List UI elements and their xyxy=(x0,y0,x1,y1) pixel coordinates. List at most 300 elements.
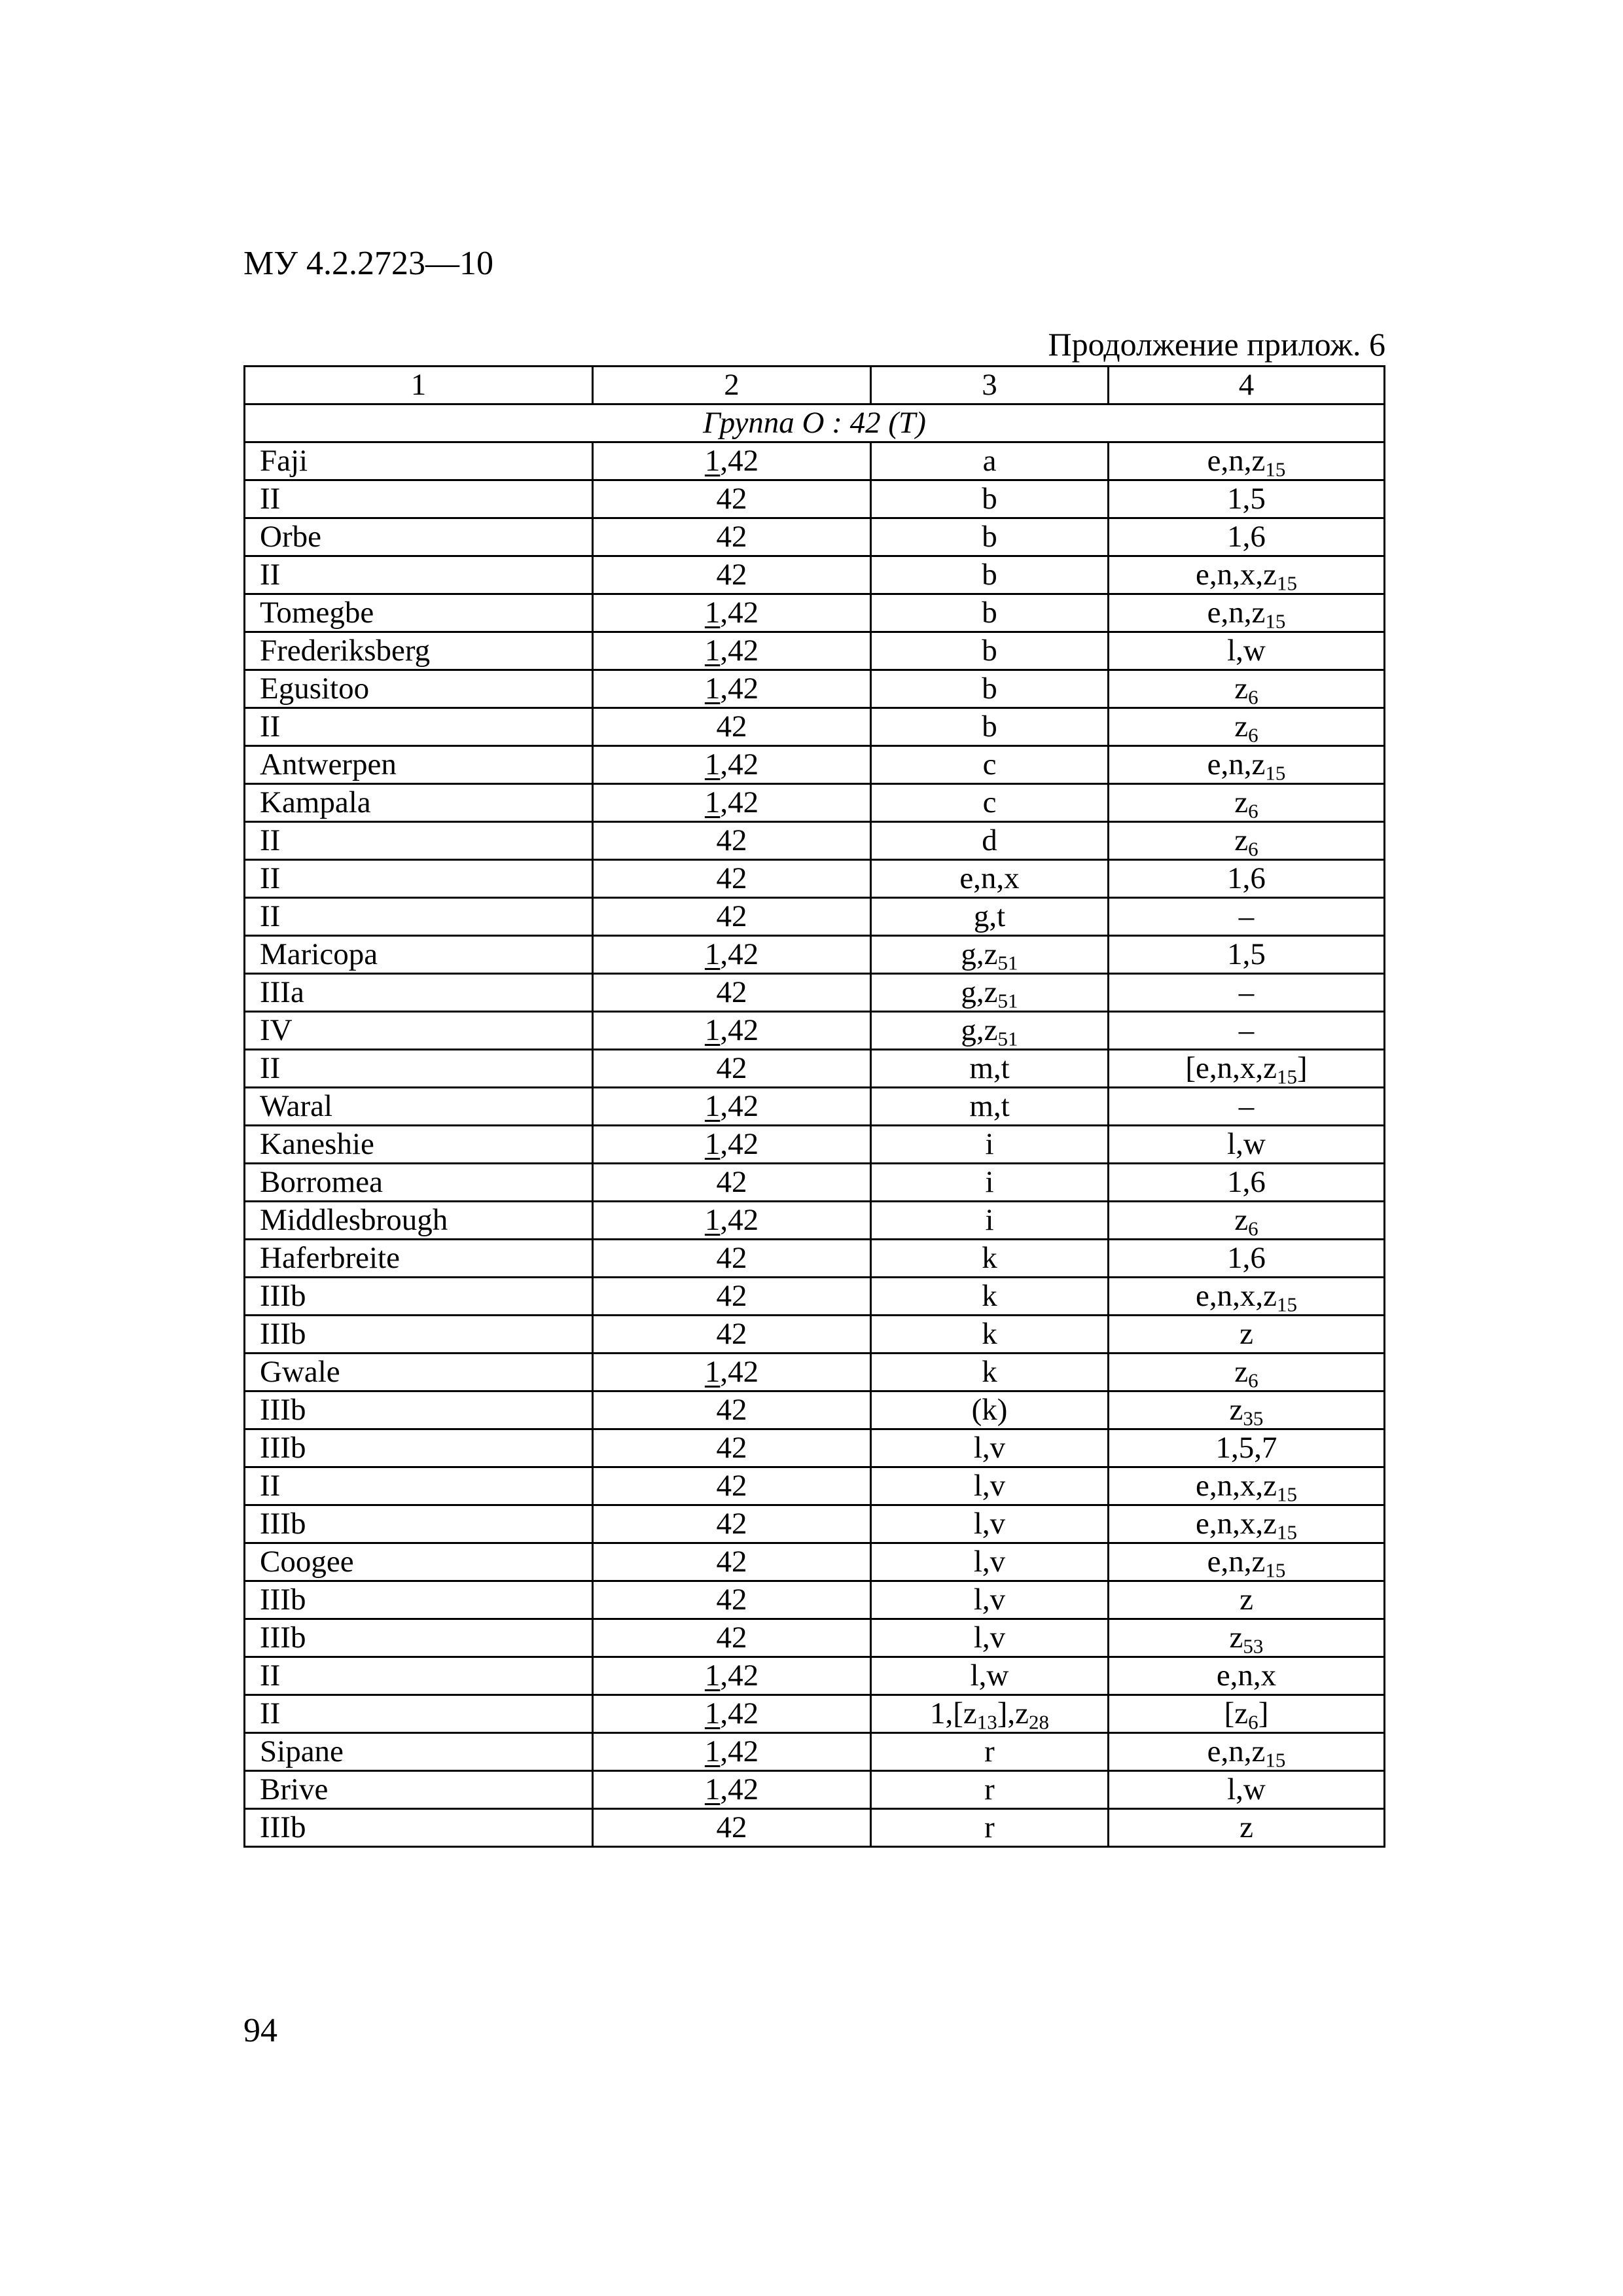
o-antigen-cell xyxy=(593,708,871,746)
o-antigen-underlined-factor: 1 xyxy=(704,672,721,706)
o-antigen-cell xyxy=(593,936,871,974)
serovar-name-cell: IIIb xyxy=(245,1809,593,1847)
h1-subscript: 51 xyxy=(997,1027,1018,1050)
table-row xyxy=(245,518,1385,556)
h-antigen-phase2-cell xyxy=(1109,1354,1385,1391)
h1-text: l,v xyxy=(973,1431,1006,1465)
h-antigen-phase2-cell xyxy=(1109,1695,1385,1733)
serovar-name-cell: Coogee xyxy=(245,1543,593,1581)
h-antigen-phase1-cell xyxy=(871,898,1109,936)
o-antigen-text: ,42 xyxy=(720,672,759,706)
h2-subscript: 53 xyxy=(1243,1634,1264,1657)
table-row xyxy=(245,480,1385,518)
group-title: Группа O : 42 (T) xyxy=(245,404,1385,442)
column-number-4: 4 xyxy=(1109,367,1385,404)
o-antigen-text: ,42 xyxy=(720,937,759,971)
o-antigen-underlined-factor: 1 xyxy=(704,1659,721,1693)
o-antigen-underlined-factor: 1 xyxy=(704,1203,721,1237)
table-row xyxy=(245,1467,1385,1505)
h1-text: l,v xyxy=(973,1583,1006,1617)
o-antigen-underlined-factor: 1 xyxy=(704,1355,721,1389)
h2-text: 1,6 xyxy=(1227,1241,1266,1275)
h2-subscript: 15 xyxy=(1276,571,1297,594)
h2-text: z xyxy=(1234,1203,1249,1237)
h-antigen-phase2-cell xyxy=(1109,1050,1385,1088)
h-antigen-phase1-cell xyxy=(871,518,1109,556)
o-antigen-cell xyxy=(593,1809,871,1847)
o-antigen-cell xyxy=(593,1771,871,1809)
h2-text: – xyxy=(1238,975,1255,1009)
group-title-row xyxy=(245,404,1385,442)
h2-text: z xyxy=(1234,785,1249,819)
serovar-name-cell: IV xyxy=(245,1012,593,1050)
o-antigen-text: 42 xyxy=(716,899,747,933)
serovar-name-cell: IIIb xyxy=(245,1505,593,1543)
h2-subscript: 15 xyxy=(1265,609,1286,632)
table-row xyxy=(245,1164,1385,1202)
o-antigen-text: ,42 xyxy=(720,596,759,630)
h-antigen-phase1-cell xyxy=(871,670,1109,708)
h-antigen-phase1-cell xyxy=(871,784,1109,822)
table-row xyxy=(245,1581,1385,1619)
h2-subscript: 6 xyxy=(1248,837,1258,860)
h-antigen-phase2-cell xyxy=(1109,1657,1385,1695)
h-antigen-phase2-cell xyxy=(1109,594,1385,632)
h2-text: e,n,x,z xyxy=(1196,1507,1277,1541)
table-row xyxy=(245,1543,1385,1581)
table-row xyxy=(245,442,1385,480)
o-antigen-underlined-factor: 1 xyxy=(704,596,721,630)
h2-text: – xyxy=(1238,1013,1255,1047)
h2-text: z xyxy=(1234,672,1249,706)
h1-text: i xyxy=(985,1203,994,1237)
serovar-name-cell: Faji xyxy=(245,442,593,480)
table-row xyxy=(245,1809,1385,1847)
serovar-name-cell: Brive xyxy=(245,1771,593,1809)
o-antigen-cell xyxy=(593,518,871,556)
o-antigen-cell xyxy=(593,1657,871,1695)
h2-text: – xyxy=(1238,899,1255,933)
o-antigen-text: ,42 xyxy=(720,1355,759,1389)
h1-text: k xyxy=(982,1241,997,1275)
o-antigen-text: ,42 xyxy=(720,1089,759,1123)
h2-subscript: 6 xyxy=(1248,723,1258,746)
serotype-table-body xyxy=(245,367,1385,1847)
h-antigen-phase2-cell xyxy=(1109,1164,1385,1202)
serovar-name-cell: Kampala xyxy=(245,784,593,822)
o-antigen-cell xyxy=(593,860,871,898)
o-antigen-cell xyxy=(593,1505,871,1543)
document-code: МУ 4.2.2723—10 xyxy=(243,245,494,282)
o-antigen-cell xyxy=(593,442,871,480)
column-number-row xyxy=(245,367,1385,404)
o-antigen-cell xyxy=(593,1467,871,1505)
h-antigen-phase1-cell xyxy=(871,1240,1109,1278)
o-antigen-text: 42 xyxy=(716,709,747,744)
h1-text: g,z xyxy=(961,1013,998,1047)
h-antigen-phase2-cell xyxy=(1109,1240,1385,1278)
h1-subscript-2: 28 xyxy=(1029,1710,1050,1733)
h2-text-tail: ] xyxy=(1258,1696,1269,1731)
h2-text: z xyxy=(1240,1583,1253,1617)
serovar-name-cell: IIIb xyxy=(245,1619,593,1657)
h2-text: e,n,z xyxy=(1207,596,1266,630)
h2-text: e,n,x,z xyxy=(1196,558,1277,592)
o-antigen-text: 42 xyxy=(716,1810,747,1844)
serovar-name-cell: Kaneshie xyxy=(245,1126,593,1164)
serovar-name-cell: IIIa xyxy=(245,974,593,1012)
table-row xyxy=(245,708,1385,746)
h1-text: r xyxy=(984,1772,995,1806)
h2-text: e,n,z xyxy=(1207,444,1266,478)
o-antigen-text: 42 xyxy=(716,1317,747,1351)
h1-text: e,n,x xyxy=(959,861,1020,895)
h-antigen-phase1-cell xyxy=(871,1164,1109,1202)
o-antigen-cell xyxy=(593,1050,871,1088)
o-antigen-cell xyxy=(593,1316,871,1354)
o-antigen-text: 42 xyxy=(716,482,747,516)
o-antigen-underlined-factor: 1 xyxy=(704,1696,721,1731)
h-antigen-phase1-cell xyxy=(871,746,1109,784)
serotype-table xyxy=(243,365,1385,1848)
h-antigen-phase1-cell xyxy=(871,1809,1109,1847)
o-antigen-cell xyxy=(593,822,871,860)
o-antigen-text: 42 xyxy=(716,1507,747,1541)
h2-subscript: 6 xyxy=(1248,1369,1258,1391)
h2-text: e,n,x xyxy=(1216,1659,1277,1693)
table-row xyxy=(245,1354,1385,1391)
h2-text: [z xyxy=(1224,1696,1249,1731)
o-antigen-underlined-factor: 1 xyxy=(704,634,721,668)
o-antigen-text: 42 xyxy=(716,1469,747,1503)
table-row xyxy=(245,1619,1385,1657)
h-antigen-phase2-cell xyxy=(1109,784,1385,822)
o-antigen-cell xyxy=(593,898,871,936)
h2-text: – xyxy=(1238,1089,1255,1123)
table-row xyxy=(245,670,1385,708)
h-antigen-phase1-cell xyxy=(871,1126,1109,1164)
h-antigen-phase2-cell xyxy=(1109,1809,1385,1847)
h-antigen-phase2-cell xyxy=(1109,1581,1385,1619)
o-antigen-text: ,42 xyxy=(720,1659,759,1693)
table-row xyxy=(245,1240,1385,1278)
serovar-name-cell: Maricopa xyxy=(245,936,593,974)
h-antigen-phase1-cell xyxy=(871,1088,1109,1126)
h2-subscript: 15 xyxy=(1276,1482,1297,1505)
h-antigen-phase1-cell xyxy=(871,1202,1109,1240)
h-antigen-phase2-cell xyxy=(1109,1126,1385,1164)
h1-text: l,v xyxy=(973,1507,1006,1541)
h2-text: 1,6 xyxy=(1227,520,1266,554)
h-antigen-phase1-cell xyxy=(871,1050,1109,1088)
o-antigen-cell xyxy=(593,1695,871,1733)
h2-text: l,w xyxy=(1227,1127,1266,1161)
h1-text: i xyxy=(985,1165,994,1199)
table-row xyxy=(245,1050,1385,1088)
table-row xyxy=(245,1126,1385,1164)
serovar-name-cell: II xyxy=(245,1657,593,1695)
o-antigen-text: ,42 xyxy=(720,634,759,668)
column-number-1: 1 xyxy=(245,367,593,404)
serovar-name-cell: Tomegbe xyxy=(245,594,593,632)
h2-subscript: 15 xyxy=(1276,1065,1297,1088)
table-row xyxy=(245,1657,1385,1695)
h2-text: 1,5 xyxy=(1227,937,1266,971)
o-antigen-text: 42 xyxy=(716,861,747,895)
o-antigen-cell xyxy=(593,1581,871,1619)
table-row xyxy=(245,746,1385,784)
o-antigen-text: ,42 xyxy=(720,1772,759,1806)
h-antigen-phase2-cell xyxy=(1109,860,1385,898)
h-antigen-phase1-cell xyxy=(871,1543,1109,1581)
h1-text: b xyxy=(982,558,997,592)
table-row xyxy=(245,1695,1385,1733)
h-antigen-phase2-cell xyxy=(1109,1543,1385,1581)
serovar-name-cell: IIIb xyxy=(245,1316,593,1354)
o-antigen-text: 42 xyxy=(716,558,747,592)
serovar-name-cell: IIIb xyxy=(245,1391,593,1429)
h2-subscript: 6 xyxy=(1248,1710,1258,1733)
h1-text: b xyxy=(982,520,997,554)
serovar-name-cell: Waral xyxy=(245,1088,593,1126)
serovar-name-cell: Sipane xyxy=(245,1733,593,1771)
o-antigen-underlined-factor: 1 xyxy=(704,747,721,781)
h1-text: b xyxy=(982,672,997,706)
h-antigen-phase1-cell xyxy=(871,1316,1109,1354)
h-antigen-phase1-cell xyxy=(871,860,1109,898)
o-antigen-underlined-factor: 1 xyxy=(704,1127,721,1161)
h1-text: a xyxy=(982,444,997,478)
h-antigen-phase1-cell xyxy=(871,1581,1109,1619)
serovar-name-cell: IIIb xyxy=(245,1278,593,1316)
table-row xyxy=(245,898,1385,936)
h1-text: r xyxy=(984,1734,995,1768)
h-antigen-phase2-cell xyxy=(1109,1012,1385,1050)
serovar-name-cell: Orbe xyxy=(245,518,593,556)
h1-subscript: 13 xyxy=(976,1710,997,1733)
serovar-name-cell: II xyxy=(245,860,593,898)
h1-text: k xyxy=(982,1355,997,1389)
o-antigen-cell xyxy=(593,1202,871,1240)
h2-text: z xyxy=(1240,1810,1253,1844)
o-antigen-text: 42 xyxy=(716,1545,747,1579)
h-antigen-phase1-cell xyxy=(871,1354,1109,1391)
column-number-2: 2 xyxy=(593,367,871,404)
h1-text: l,v xyxy=(973,1469,1006,1503)
h2-text: z xyxy=(1234,1355,1249,1389)
o-antigen-text: ,42 xyxy=(720,1203,759,1237)
table-row xyxy=(245,1088,1385,1126)
o-antigen-cell xyxy=(593,1619,871,1657)
h-antigen-phase2-cell xyxy=(1109,1088,1385,1126)
h-antigen-phase1-cell xyxy=(871,1695,1109,1733)
o-antigen-cell xyxy=(593,1278,871,1316)
serovar-name-cell: II xyxy=(245,480,593,518)
h-antigen-phase1-cell xyxy=(871,556,1109,594)
o-antigen-cell xyxy=(593,480,871,518)
h2-text: e,n,z xyxy=(1207,1545,1266,1579)
h-antigen-phase2-cell xyxy=(1109,1505,1385,1543)
o-antigen-text: 42 xyxy=(716,1165,747,1199)
h2-subscript: 6 xyxy=(1248,1217,1258,1240)
o-antigen-cell xyxy=(593,1088,871,1126)
h-antigen-phase2-cell xyxy=(1109,1467,1385,1505)
o-antigen-underlined-factor: 1 xyxy=(704,1013,721,1047)
serovar-name-cell: Egusitoo xyxy=(245,670,593,708)
h-antigen-phase1-cell xyxy=(871,1012,1109,1050)
h-antigen-phase1-cell xyxy=(871,1467,1109,1505)
h2-text: 1,5 xyxy=(1227,482,1266,516)
h2-subscript: 15 xyxy=(1265,457,1286,480)
h-antigen-phase1-cell xyxy=(871,822,1109,860)
table-row xyxy=(245,1771,1385,1809)
serovar-name-cell: Haferbreite xyxy=(245,1240,593,1278)
table-row xyxy=(245,1012,1385,1050)
serovar-name-cell: II xyxy=(245,822,593,860)
table-row xyxy=(245,860,1385,898)
h1-text: b xyxy=(982,634,997,668)
table-row xyxy=(245,974,1385,1012)
o-antigen-text: ,42 xyxy=(720,785,759,819)
h-antigen-phase1-cell xyxy=(871,1429,1109,1467)
h-antigen-phase2-cell xyxy=(1109,936,1385,974)
o-antigen-cell xyxy=(593,1126,871,1164)
h-antigen-phase2-cell xyxy=(1109,556,1385,594)
o-antigen-text: 42 xyxy=(716,1431,747,1465)
h1-text: 1,[z xyxy=(929,1696,977,1731)
o-antigen-cell xyxy=(593,632,871,670)
o-antigen-text: 42 xyxy=(716,1393,747,1427)
appendix-continuation-note: Продолжение прилож. 6 xyxy=(1048,326,1385,363)
h-antigen-phase2-cell xyxy=(1109,1429,1385,1467)
table-row xyxy=(245,1505,1385,1543)
h1-text: l,v xyxy=(973,1621,1006,1655)
o-antigen-text: 42 xyxy=(716,975,747,1009)
o-antigen-text: 42 xyxy=(716,1279,747,1313)
h-antigen-phase2-cell xyxy=(1109,442,1385,480)
h-antigen-phase1-cell xyxy=(871,708,1109,746)
h2-subscript: 15 xyxy=(1265,1748,1286,1771)
h2-subscript: 15 xyxy=(1265,761,1286,784)
h2-text: z xyxy=(1234,709,1249,744)
o-antigen-cell xyxy=(593,1429,871,1467)
h1-text: l,v xyxy=(973,1545,1006,1579)
h2-subscript: 15 xyxy=(1276,1520,1297,1543)
h2-text: e,n,z xyxy=(1207,1734,1266,1768)
h-antigen-phase2-cell xyxy=(1109,1733,1385,1771)
h1-text: c xyxy=(982,747,997,781)
o-antigen-cell xyxy=(593,1164,871,1202)
h-antigen-phase2-cell xyxy=(1109,746,1385,784)
h1-text: d xyxy=(982,823,997,857)
o-antigen-cell xyxy=(593,1240,871,1278)
h-antigen-phase2-cell xyxy=(1109,974,1385,1012)
serovar-name-cell: Gwale xyxy=(245,1354,593,1391)
serovar-name-cell: Borromea xyxy=(245,1164,593,1202)
h-antigen-phase2-cell xyxy=(1109,1619,1385,1657)
h2-text: z xyxy=(1229,1621,1243,1655)
o-antigen-underlined-factor: 1 xyxy=(704,444,721,478)
serovar-name-cell: Antwerpen xyxy=(245,746,593,784)
h2-text: z xyxy=(1229,1393,1243,1427)
h1-text: g,z xyxy=(961,975,998,1009)
serovar-name-cell: II xyxy=(245,898,593,936)
h1-text: l,w xyxy=(970,1659,1009,1693)
o-antigen-cell xyxy=(593,1391,871,1429)
h-antigen-phase1-cell xyxy=(871,1733,1109,1771)
h-antigen-phase1-cell xyxy=(871,1505,1109,1543)
o-antigen-underlined-factor: 1 xyxy=(704,1089,721,1123)
h2-text: 1,5,7 xyxy=(1215,1431,1277,1465)
o-antigen-cell xyxy=(593,594,871,632)
o-antigen-cell xyxy=(593,746,871,784)
serovar-name-cell: II xyxy=(245,556,593,594)
h1-text: g,t xyxy=(973,899,1006,933)
h2-text: l,w xyxy=(1227,634,1266,668)
h-antigen-phase1-cell xyxy=(871,442,1109,480)
h2-subscript: 15 xyxy=(1276,1293,1297,1316)
serovar-name-cell: Middlesbrough xyxy=(245,1202,593,1240)
h1-text: i xyxy=(985,1127,994,1161)
o-antigen-text: 42 xyxy=(716,1241,747,1275)
h-antigen-phase1-cell xyxy=(871,1771,1109,1809)
h-antigen-phase1-cell xyxy=(871,974,1109,1012)
h2-subscript: 35 xyxy=(1243,1407,1264,1429)
table-row xyxy=(245,594,1385,632)
h2-text: e,n,x,z xyxy=(1196,1279,1277,1313)
h-antigen-phase2-cell xyxy=(1109,480,1385,518)
o-antigen-underlined-factor: 1 xyxy=(704,1772,721,1806)
h-antigen-phase2-cell xyxy=(1109,898,1385,936)
table-row xyxy=(245,1202,1385,1240)
h1-text: r xyxy=(984,1810,995,1844)
table-row xyxy=(245,556,1385,594)
h2-text: e,n,z xyxy=(1207,747,1266,781)
o-antigen-text: ,42 xyxy=(720,1696,759,1731)
o-antigen-underlined-factor: 1 xyxy=(704,1734,721,1768)
h-antigen-phase2-cell xyxy=(1109,1278,1385,1316)
table-row xyxy=(245,784,1385,822)
h-antigen-phase1-cell xyxy=(871,594,1109,632)
h-antigen-phase1-cell xyxy=(871,1619,1109,1657)
h-antigen-phase2-cell xyxy=(1109,518,1385,556)
page-number: 94 xyxy=(243,2012,277,2049)
h1-text: m,t xyxy=(969,1051,1010,1085)
h2-text: 1,6 xyxy=(1227,861,1266,895)
o-antigen-text: ,42 xyxy=(720,1013,759,1047)
o-antigen-cell xyxy=(593,670,871,708)
table-row xyxy=(245,632,1385,670)
o-antigen-text: 42 xyxy=(716,1621,747,1655)
h-antigen-phase2-cell xyxy=(1109,1391,1385,1429)
table-row xyxy=(245,1391,1385,1429)
table-row xyxy=(245,1733,1385,1771)
h1-text: (k) xyxy=(971,1393,1008,1427)
h-antigen-phase1-cell xyxy=(871,1391,1109,1429)
serovar-name-cell: Frederiksberg xyxy=(245,632,593,670)
o-antigen-cell xyxy=(593,1354,871,1391)
h-antigen-phase2-cell xyxy=(1109,1202,1385,1240)
h-antigen-phase1-cell xyxy=(871,1657,1109,1695)
h2-subscript: 6 xyxy=(1248,799,1258,822)
h2-text: l,w xyxy=(1227,1772,1266,1806)
o-antigen-text: ,42 xyxy=(720,1734,759,1768)
serovar-name-cell: II xyxy=(245,1050,593,1088)
h1-text-continued: ],z xyxy=(997,1696,1029,1731)
o-antigen-text: 42 xyxy=(716,1583,747,1617)
table-row xyxy=(245,936,1385,974)
h2-text: 1,6 xyxy=(1227,1165,1266,1199)
